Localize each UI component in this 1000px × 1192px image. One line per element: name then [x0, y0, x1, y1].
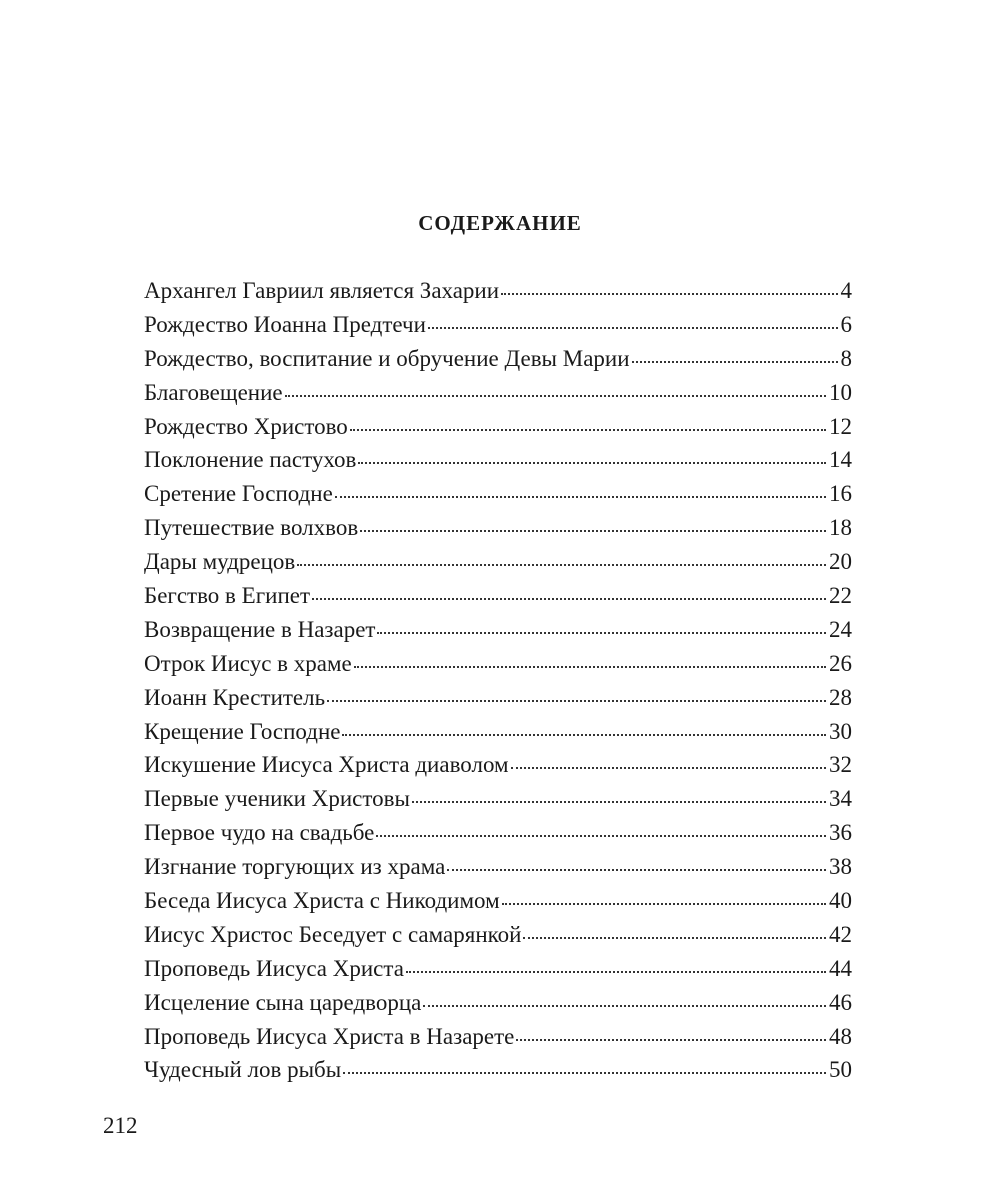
toc-entry-page: 38 [829, 854, 852, 880]
toc-entry-title: Возвращение в Назарет [144, 616, 376, 642]
toc-entry-page: 50 [829, 1057, 852, 1083]
toc-dot-leader [502, 903, 826, 905]
toc-entry[interactable] [144, 511, 852, 545]
toc-dot-leader [423, 1005, 826, 1007]
toc-entry-page: 8 [840, 345, 852, 371]
toc-entry[interactable] [144, 308, 852, 342]
toc-dot-leader [342, 734, 826, 736]
toc-entry-page: 46 [829, 989, 852, 1015]
toc-entry[interactable] [144, 477, 852, 511]
toc-dot-leader [312, 598, 826, 600]
page-number: 212 [103, 1113, 138, 1138]
toc-entry[interactable] [144, 1053, 852, 1087]
toc-entry[interactable] [144, 918, 852, 952]
toc-dot-leader [343, 1072, 826, 1074]
toc-dot-leader [335, 496, 826, 498]
toc-dot-leader [358, 462, 826, 464]
toc-entry-page: 20 [829, 549, 852, 575]
toc-entry-title: Чудесный лов рыбы [144, 1057, 342, 1083]
toc-entry-title: Отрок Иисус в храме [144, 650, 352, 676]
toc-entry-title: Бегство в Египет [144, 583, 311, 609]
toc-dot-leader [501, 293, 837, 295]
toc-entry[interactable] [144, 952, 852, 986]
toc-dot-leader [406, 971, 826, 973]
toc-entry-page: 16 [829, 481, 852, 507]
toc-entry-page: 44 [829, 955, 852, 981]
toc-entry[interactable] [144, 579, 852, 613]
toc-entry-page: 6 [840, 311, 852, 337]
toc-entry[interactable] [144, 545, 852, 579]
toc-dot-leader [428, 327, 838, 329]
toc-entry-page: 36 [829, 820, 852, 846]
toc-dot-leader [376, 835, 826, 837]
toc-entry-title: Поклонение пастухов [144, 447, 357, 473]
toc-entry[interactable] [144, 884, 852, 918]
toc-entry-title: Сретение Господне [144, 481, 333, 507]
toc-entry-title: Иисус Христос Беседует с самарянкой [144, 921, 522, 947]
toc-entry-page: 28 [829, 684, 852, 710]
toc-entry-page: 34 [829, 786, 852, 812]
toc-entry-title: Изгнание торгующих из храма [144, 854, 446, 880]
toc-dot-leader [354, 666, 826, 668]
toc-entry-title: Благовещение [144, 379, 283, 405]
toc-entry-page: 26 [829, 650, 852, 676]
toc-entry-title: Первое чудо на свадьбе [144, 820, 375, 846]
toc-entry-page: 10 [829, 379, 852, 405]
toc-dot-leader [516, 1039, 826, 1041]
toc-entry-page: 48 [829, 1023, 852, 1049]
toc-entry-title: Рождество Иоанна Предтечи [144, 311, 426, 337]
toc-entry[interactable] [144, 410, 852, 444]
toc-entry-title: Рождество, воспитание и обручение Девы Марии [144, 345, 630, 371]
toc-entry[interactable] [144, 681, 852, 715]
toc-entry[interactable] [144, 986, 852, 1020]
toc-dot-leader [523, 937, 826, 939]
toc-dot-leader [412, 801, 826, 803]
toc-entry-page: 40 [829, 888, 852, 914]
toc-entry-title: Рождество Христово [144, 413, 348, 439]
toc-dot-leader [285, 395, 826, 397]
toc-dot-leader [297, 564, 826, 566]
toc-entry-title: Путешествие волхвов [144, 515, 359, 541]
toc-entry-page: 30 [829, 718, 852, 744]
page-title: СОДЕРЖАНИЕ [418, 211, 582, 235]
toc-entry-title: Иоанн Креститель [144, 684, 326, 710]
toc-dot-leader [377, 632, 826, 634]
toc-dot-leader [327, 700, 826, 702]
toc-entry-page: 42 [829, 921, 852, 947]
toc-entry[interactable] [144, 376, 852, 410]
toc-entry[interactable] [144, 647, 852, 681]
toc-dot-leader [350, 429, 826, 431]
toc-entry-page: 14 [829, 447, 852, 473]
toc-entry-title: Первые ученики Христовы [144, 786, 410, 812]
toc-entry-page: 32 [829, 752, 852, 778]
toc-entry[interactable] [144, 850, 852, 884]
table-of-contents [144, 274, 852, 1087]
toc-dot-leader [511, 767, 826, 769]
toc-entry-title: Проповедь Иисуса Христа [144, 955, 404, 981]
toc-entry[interactable] [144, 613, 852, 647]
toc-entry-page: 22 [829, 583, 852, 609]
toc-entry[interactable] [144, 443, 852, 477]
toc-entry-page: 24 [829, 616, 852, 642]
toc-entry[interactable] [144, 748, 852, 782]
toc-entry[interactable] [144, 782, 852, 816]
toc-entry-title: Исцеление сына царедворца [144, 989, 422, 1015]
toc-entry-title: Крещение Господне [144, 718, 341, 744]
toc-entry-title: Искушение Иисуса Христа диаволом [144, 752, 509, 778]
toc-entry-title: Архангел Гавриил является Захарии [144, 278, 500, 303]
toc-entry-page: 4 [840, 278, 852, 303]
toc-dot-leader [632, 361, 838, 363]
toc-entry-title: Дары мудрецов [144, 549, 296, 575]
toc-dot-leader [360, 530, 826, 532]
toc-entry-title: Беседа Иисуса Христа с Никодимом [144, 888, 500, 914]
toc-entry[interactable] [144, 342, 852, 376]
toc-dot-leader [447, 869, 826, 871]
toc-entry-title: Проповедь Иисуса Христа в Назарете [144, 1023, 515, 1049]
toc-entry-page: 18 [829, 515, 852, 541]
toc-entry[interactable] [144, 816, 852, 850]
toc-entry[interactable] [144, 274, 852, 308]
toc-entry-page: 12 [829, 413, 852, 439]
toc-entry[interactable] [144, 715, 852, 749]
toc-entry[interactable] [144, 1020, 852, 1054]
